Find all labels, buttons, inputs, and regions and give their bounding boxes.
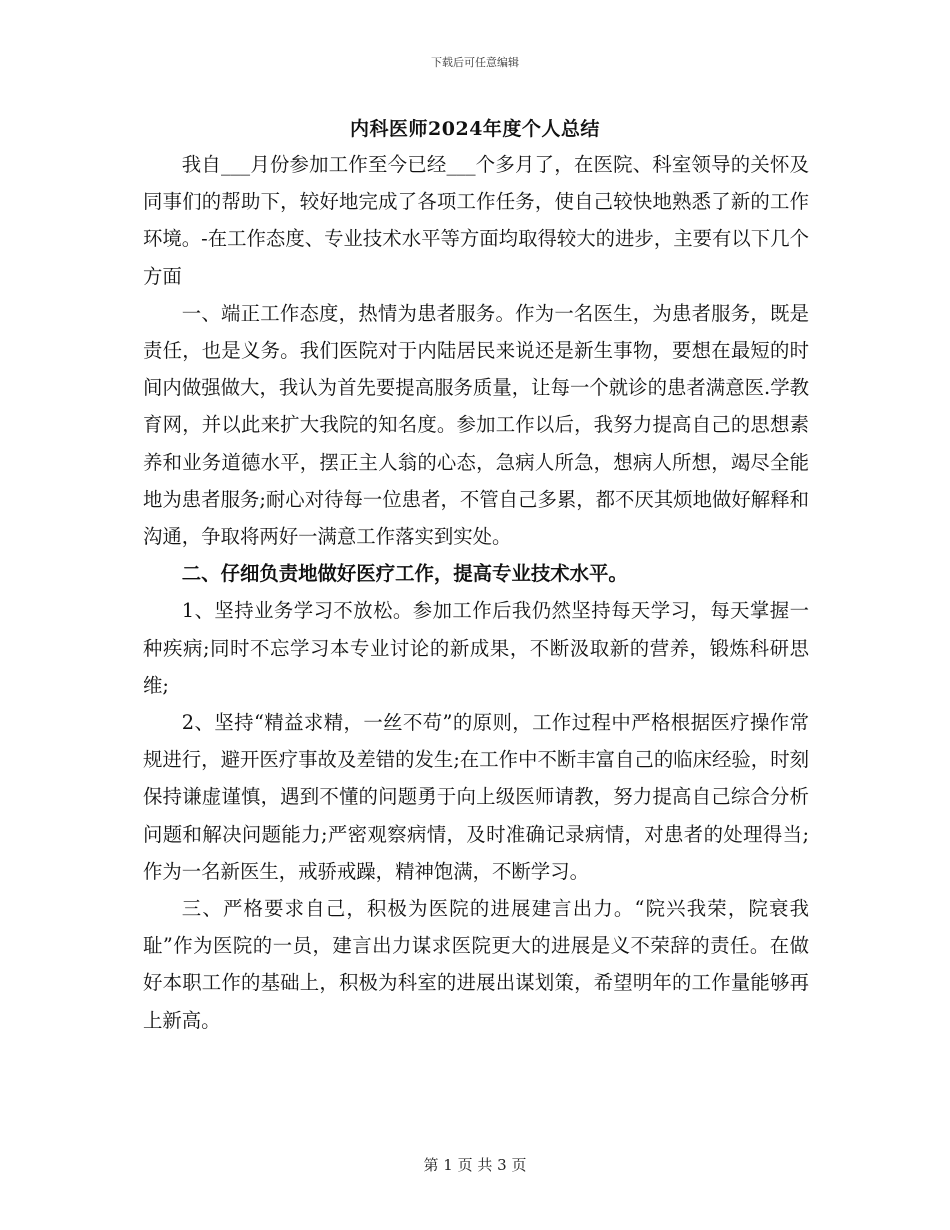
section-two-heading: 二、仔细负责地做好医疗工作，提高专业技术水平。 bbox=[181, 562, 628, 586]
section-two-item-1: 1、坚持业务学习不放松。参加工作后我仍然坚持每天学习，每天掌握一种疾病;同时不忘学习本专业讨论的新成果，不断汲取新的营养，锻炼科研思维; bbox=[143, 599, 809, 697]
intro-paragraph: 我自___月份参加工作至今已经___个多月了，在医院、科室领导的关怀及同事们的帮助下，较好地完成了各项工作任务，使自己较快地熟悉了新的工作环境。-在工作态度、专业技术水平等方面均取得较大的进步，主要有以下几个方面 bbox=[143, 153, 809, 288]
section-three-paragraph: 三、严格要求自己，积极为医院的进展建言出力。“院兴我荣，院衰我耻”作为医院的一员，建言出力谋求医院更大的进展是义不荣辞的责任。在做好本职工作的基础上，积极为科室的进展出谋划策，希望明年的工作量能够再上新高。 bbox=[143, 897, 809, 1032]
section-two-item-2: 2、坚持“精益求精，一丝不苟”的原则，工作过程中严格根据医疗操作常规进行，避开医疗事故及差错的发生;在工作中不断丰富自己的临床经验，时刻保持谦虚谨慎，遇到不懂的问题勇于向上级医师请教，努力提高自己综合分析问题和解决问题能力;严密观察病情，及时准确记录病情，对患者的处理得当;作为一名新医生，戒骄戒躁，精神饱满，不断学习。 bbox=[143, 711, 809, 883]
header-note: 下载后可任意编辑 bbox=[431, 56, 519, 69]
document-body bbox=[143, 146, 809, 1039]
document-title: 内科医师2024年度个人总结 bbox=[350, 118, 600, 140]
section-one-paragraph: 一、端正工作态度，热情为患者服务。作为一名医生，为患者服务，既是责任，也是义务。我们医院对于内陆居民来说还是新生事物，要想在最短的时间内做强做大，我认为首先要提高服务质量，让每一个就诊的患者满意医.学教育网，并以此来扩大我院的知名度。参加工作以后，我努力提高自己的思想素养和业务道德水平，摆正主人翁的心态，急病人所急，想病人所想，竭尽全能地为患者服务;耐心对待每一位患者，不管自己多累，都不厌其烦地做好解释和沟通，争取将两好一满意工作落实到实处。 bbox=[143, 301, 809, 549]
page-footer: 第 1 页 共 3 页 bbox=[423, 1156, 527, 1174]
